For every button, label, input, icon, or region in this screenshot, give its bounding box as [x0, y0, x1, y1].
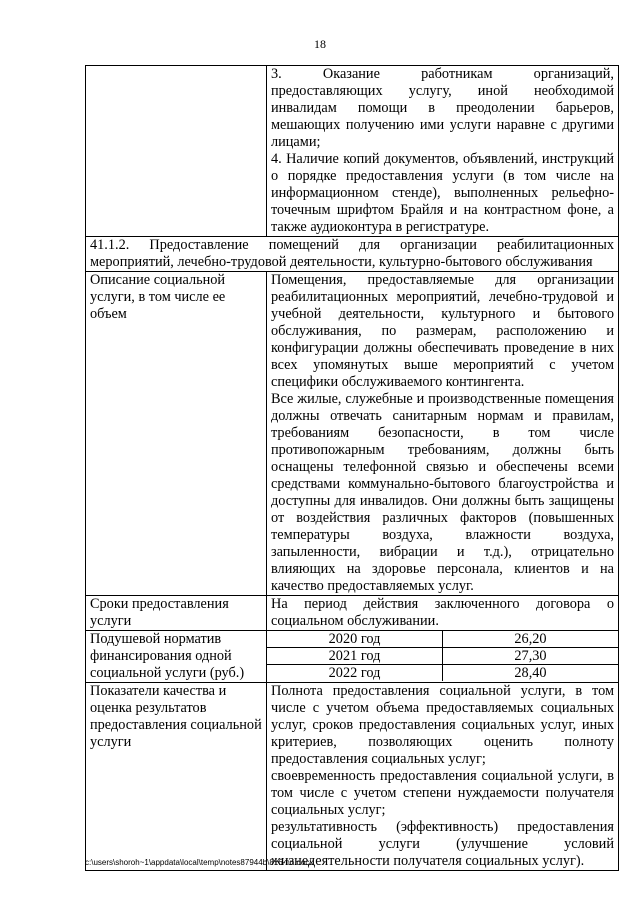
paragraph: Все жилые, служебные и производственные помещения должны отвечать санитарным нормам и правилам, требованиям безопасности, в том числе противопожарным требованиям, должны быть оснащены телефонной связью и обеспечены всеми средствами коммунально-бытового благоустройства и доступны для инвалидов. Они должны быть защищены от воздействия различных факторов (повышенных температуры воздуха, влажности воздуха, запыленности, вибрации и т.д.), отрицательно влияющих на здоровье персонала, клиентов и на качество предоставляемых услуг.: [271, 391, 614, 594]
paragraph: своевременность предоставления социальной услуги, в том числе с учетом степени нуждаемости получателя социальных услуг;: [271, 768, 614, 818]
paragraph: На период действия заключенного договора о социальном обслуживании.: [271, 596, 614, 629]
paragraph: результативность (эффективность) предоставления социальной услуги (улучшение условий жизнедеятельности получателя социальных услуг).: [271, 819, 614, 869]
accessibility-text: [267, 66, 619, 237]
paragraph: 3. Оказание работникам организаций, предоставляющих услугу, иной необходимой инвалидам помощи в преодолении барьеров, мешающих получению ими услуги наравне с другими лицами;: [271, 66, 614, 150]
description-row: [86, 272, 619, 596]
norms-row: [86, 631, 619, 683]
paragraph: 4. Наличие копий документов, объявлений, инструкций о порядке предоставления услуги (в том числе на информационном стенде), выполненных рельефно-точечным шрифтом Брайля и на контрастном фоне, а также аудиоконтура в регистратуре.: [271, 151, 614, 235]
norm-year: 2020 год: [267, 631, 443, 648]
paragraph: Помещения, предоставляемые для организации реабилитационных мероприятий, лечебно-трудовой и учебной деятельности, культурного и бытового обслуживания, по размерам, расположению и конфигурации должны обеспечивать проведение в них всех упомянутых выше мероприятий с учетом специфики обслуживаемого контингента.: [271, 272, 614, 390]
norm-row: [267, 631, 618, 648]
norms-cell: [267, 631, 619, 683]
quality-text: [267, 683, 619, 871]
description-label: Описание социальной услуги, в том числе ее объем: [86, 272, 267, 596]
terms-label: Сроки предоставления услуги: [86, 596, 267, 631]
quality-label: Показатели качества и оценка результатов предоставления социальной услуги: [86, 683, 267, 871]
terms-row: [86, 596, 619, 631]
accessibility-label: [86, 66, 267, 237]
footer-file-path: c:\users\shoroh~1\appdata\local\temp\notes87944b\816-nn.docx: [85, 858, 314, 867]
norm-year: 2022 год: [267, 665, 443, 682]
norms-label: Подушевой норматив финансирования одной социальной услуги (руб.): [86, 631, 267, 683]
norms-table: [267, 631, 618, 681]
terms-text: [267, 596, 619, 631]
norm-year: 2021 год: [267, 648, 443, 665]
paragraph: Полнота предоставления социальной услуги, в том числе с учетом объема предоставляемых социальных услуг, сроков предоставления социальных услуг, иных критериев, позволяющих оценить полноту предоставления социальных услуг;: [271, 683, 614, 767]
norm-value: 28,40: [443, 665, 619, 682]
section-header-row: [86, 237, 619, 272]
service-table: [85, 65, 619, 871]
accessibility-row: [86, 66, 619, 237]
norm-row: [267, 665, 618, 682]
page-number: 18: [314, 37, 326, 51]
norm-value: 26,20: [443, 631, 619, 648]
section-header: 41.1.2. Предоставление помещений для организации реабилитационных мероприятий, лечебно-трудовой деятельности, культурно-бытового обслуживания: [86, 237, 619, 272]
norm-value: 27,30: [443, 648, 619, 665]
quality-row: [86, 683, 619, 871]
description-text: [267, 272, 619, 596]
norm-row: [267, 648, 618, 665]
